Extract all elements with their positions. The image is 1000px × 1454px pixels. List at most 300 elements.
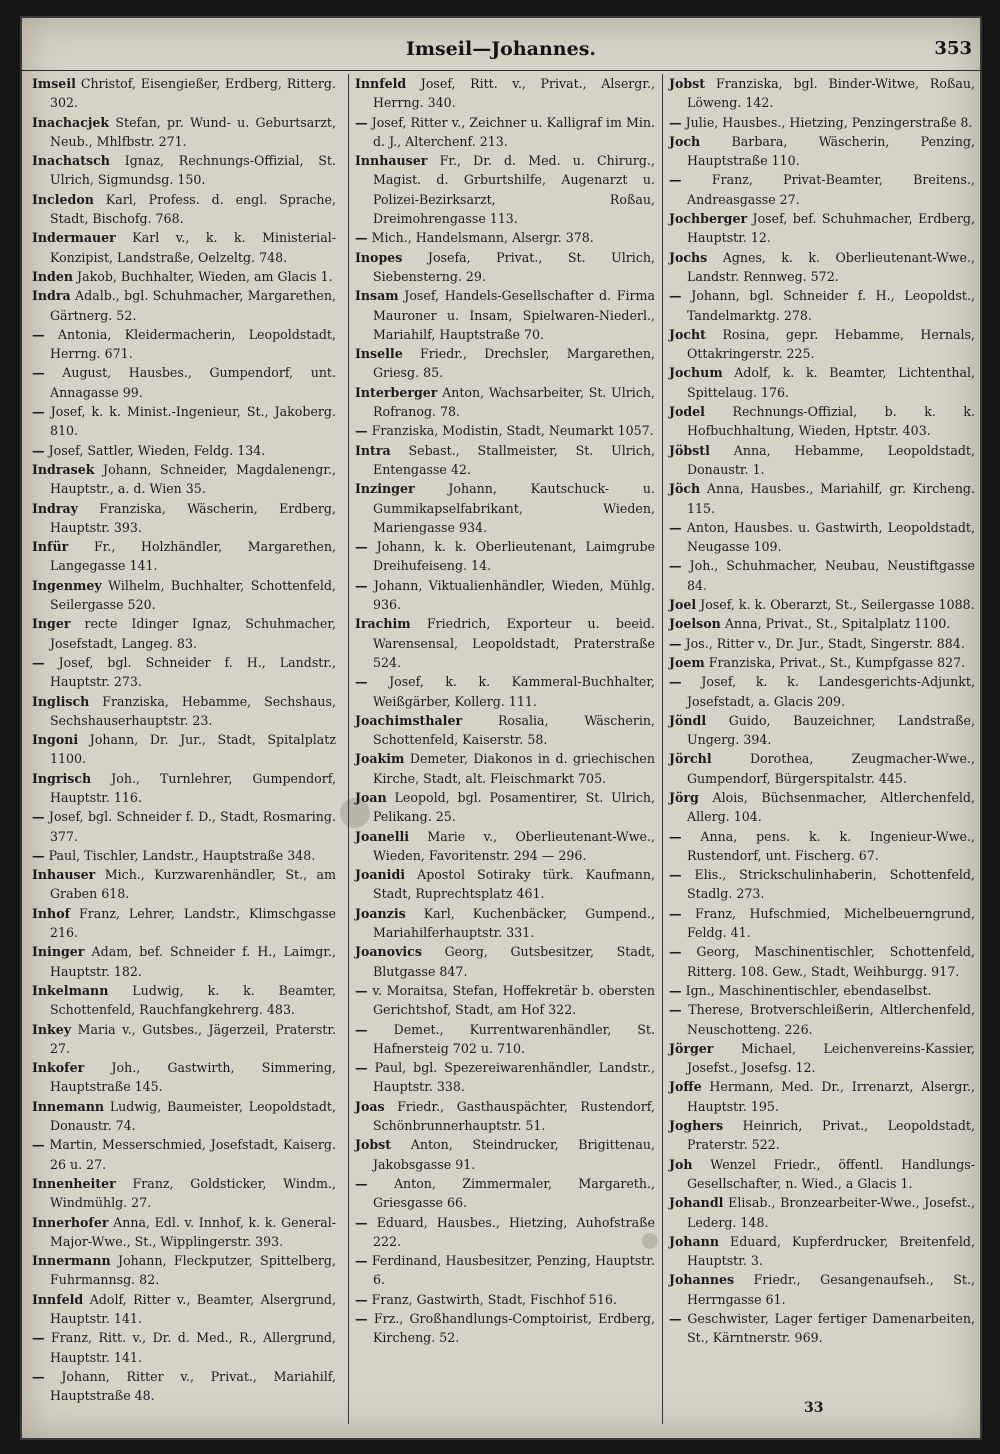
directory-entry <box>32 363 336 402</box>
entry-surname: Joelson <box>669 616 721 632</box>
entry-surname: — <box>669 867 682 883</box>
entry-details: Franziska, Hebamme, Sechshaus, Sechshauserhauptstr. 23. <box>50 693 336 728</box>
entry-details: Georg, Maschinentischler, Schottenfeld, Ritterg. 108. Gew., Stadt, Weihburgg. 917. <box>687 944 975 979</box>
entry-details: Josef, Sattler, Wieden, Feldg. 134. <box>48 442 266 458</box>
entry-details: Franziska, bgl. Binder-Witwe, Roßau, Löweng. 142. <box>687 76 975 111</box>
entry-surname: Inselle <box>355 346 403 362</box>
entry-details: Marie v., Oberlieutenant-Wwe., Wieden, Favoritenstr. 294 — 296. <box>373 828 655 863</box>
entry-details: Stefan, pr. Wund- u. Geburtsarzt, Neub., Mhlfbstr. 271. <box>50 114 336 149</box>
entry-details: Hermann, Med. Dr., Irrenarzt, Alsergr., Hauptstr. 195. <box>687 1079 975 1114</box>
entry-surname: — <box>32 326 45 342</box>
entry-details: Rosina, gepr. Hebamme, Hernals, Ottakringerstr. 225. <box>687 326 975 362</box>
entry-details: Eduard, Hausbes., Hietzing, Auhofstraße 222. <box>373 1214 655 1249</box>
entry-surname: Inzinger <box>355 481 415 497</box>
printer-signature: 33 <box>804 1400 824 1416</box>
entry-details: Wilhelm, Buchhalter, Schottenfeld, Seilergasse 520. <box>50 577 336 613</box>
directory-entry <box>355 228 655 247</box>
entry-surname: — <box>355 1021 368 1037</box>
directory-entry <box>32 981 336 1020</box>
entry-surname: Ininger <box>32 944 85 960</box>
entry-surname: Imseil <box>32 76 76 91</box>
column-3 <box>662 74 975 1424</box>
entry-details: Ign., Maschinentischler, ebendaselbst. <box>685 982 932 998</box>
directory-entry <box>669 1116 975 1155</box>
entry-surname: — <box>355 1175 368 1191</box>
directory-entry <box>32 151 336 190</box>
entry-details: Joh., Turnlehrer, Gumpendorf, Hauptstr. 116. <box>50 770 336 805</box>
entry-details: Anna, Privat., St., Spitalplatz 1100. <box>724 616 951 632</box>
directory-entry <box>669 1309 975 1348</box>
entry-surname: Jörg <box>669 789 699 805</box>
directory-entry <box>32 807 336 846</box>
entry-surname: — <box>355 1311 368 1326</box>
entry-surname: — <box>355 1214 368 1230</box>
entry-surname: — <box>669 558 682 574</box>
entry-surname: Joel <box>669 597 697 613</box>
directory-entry <box>32 865 336 904</box>
entry-details: Heinrich, Privat., Leopoldstadt, Praterstr. 522. <box>687 1118 975 1153</box>
directory-entry <box>355 1020 655 1059</box>
entry-details: Alois, Büchsenmacher, Altlerchenfeld, Allerg. 104. <box>687 789 975 825</box>
directory-entry <box>32 113 336 152</box>
directory-entry <box>32 1213 336 1252</box>
directory-entry <box>355 1213 655 1252</box>
entry-surname: Jöch <box>669 481 701 497</box>
directory-entry <box>32 846 336 865</box>
directory-entry <box>355 1290 655 1309</box>
directory-entry <box>32 325 336 364</box>
entry-surname: — <box>355 539 368 555</box>
entry-surname: Joas <box>355 1098 385 1114</box>
entry-details: Jakob, Buchhalter, Wieden, am Glacis 1. <box>77 268 333 284</box>
entry-details: Ignaz, Rechnungs-Offizial, St. Ulrich, Sigmundsg. 150. <box>50 153 336 188</box>
directory-entry <box>669 865 975 904</box>
entry-details: Joh., Gastwirth, Simmering, Hauptstraße 145. <box>50 1060 336 1095</box>
directory-entry <box>355 904 655 943</box>
entry-surname: — <box>669 905 682 921</box>
entry-surname: Jochberger <box>669 211 748 227</box>
entry-surname: — <box>669 635 682 651</box>
entry-details: Johann, Schneider, Magdalenengr., Hauptstr., a. d. Wien 35. <box>50 461 336 497</box>
entry-surname: Innhauser <box>355 153 428 169</box>
entry-details: Karl, Kuchenbäcker, Gumpend., Mariahilferhauptstr. 331. <box>373 905 655 941</box>
entry-surname: — <box>32 1330 45 1346</box>
entry-details: Anton, Wachsarbeiter, St. Ulrich, Rofranog. 78. <box>373 384 655 420</box>
entry-details: Mich., Handelsmann, Alsergr. 378. <box>371 230 594 246</box>
entry-surname: — <box>32 1368 45 1384</box>
entry-surname: — <box>355 982 368 998</box>
directory-entry <box>355 827 655 866</box>
entry-surname: — <box>669 674 682 690</box>
entry-details: Josef, bgl. Schneider f. D., Stadt, Rosmaring. 377. <box>48 809 336 844</box>
entry-details: Geschwister, Lager fertiger Damenarbeiten, St., Kärntnerstr. 969. <box>687 1311 975 1346</box>
directory-entry <box>669 479 975 518</box>
entry-details: Josef, Ritt. v., Privat., Alsergr., Herrng. 340. <box>373 76 655 111</box>
directory-entry <box>669 1270 975 1309</box>
directory-entry <box>355 537 655 576</box>
directory-entry <box>32 402 336 441</box>
entry-details: Demet., Kurrentwarenhändler, St. Hafnersteig 702 u. 710. <box>373 1021 655 1056</box>
entry-details: Paul, bgl. Spezereiwarenhändler, Landstr., Hauptstr. 338. <box>373 1060 655 1095</box>
entry-surname: — <box>669 519 682 535</box>
entry-details: Elis., Strickschulinhaberin, Schottenfeld, Stadlg. 273. <box>687 867 975 902</box>
directory-entry <box>32 74 336 113</box>
entry-surname: Jochs <box>669 249 708 265</box>
entry-details: Johann, Fleckputzer, Spittelberg, Fuhrmannsg. 82. <box>50 1253 336 1288</box>
directory-entry <box>669 74 975 113</box>
entry-surname: — <box>669 1311 682 1326</box>
entry-surname: Irachim <box>355 616 411 632</box>
entry-details: recte Idinger Ignaz, Schuhmacher, Josefstadt, Langeg. 83. <box>50 616 336 651</box>
entry-surname: Inopes <box>355 249 403 265</box>
directory-entry <box>669 981 975 1000</box>
entry-details: Josef, bgl. Schneider f. H., Landstr., Hauptstr. 273. <box>50 654 336 690</box>
directory-entry <box>355 248 655 287</box>
entry-surname: Indray <box>32 500 78 516</box>
directory-entry <box>669 1039 975 1078</box>
directory-entry <box>669 1193 975 1232</box>
directory-entry <box>355 614 655 672</box>
entry-surname: Jörchl <box>669 751 712 767</box>
entry-surname: Inachacjek <box>32 114 110 130</box>
directory-entry <box>669 711 975 750</box>
directory-entry <box>355 74 655 113</box>
entry-surname: Joanelli <box>355 828 410 844</box>
entry-surname: Jobst <box>669 76 706 91</box>
directory-entry <box>355 286 655 344</box>
directory-entry <box>32 267 336 286</box>
directory-entry <box>355 421 655 440</box>
entry-details: Guido, Bauzeichner, Landstraße, Ungerg. 394. <box>687 712 975 748</box>
directory-entry <box>32 460 336 499</box>
entry-surname: Inhof <box>32 905 71 921</box>
entry-details: Adolf, k. k. Beamter, Lichtenthal, Spittelaug. 176. <box>687 365 975 400</box>
directory-entry <box>355 1135 655 1174</box>
entry-surname: Innenheiter <box>32 1175 116 1191</box>
entry-surname: Insam <box>355 288 399 304</box>
column-2 <box>348 74 655 1424</box>
entry-surname: — <box>32 442 45 458</box>
entry-surname: Inglisch <box>32 693 90 709</box>
entry-details: Josefa, Privat., St. Ulrich, Siebensterng. 29. <box>373 249 655 284</box>
entry-details: Ludwig, k. k. Beamter, Schottenfeld, Rauchfangkehrerg. 483. <box>50 982 336 1018</box>
entry-surname: Innerhofer <box>32 1214 109 1230</box>
directory-entry <box>669 441 975 480</box>
entry-details: Franz, Gastwirth, Stadt, Fischhof 516. <box>371 1291 617 1307</box>
entry-details: Fr., Dr. d. Med. u. Chirurg., Magist. d. Grburtshilfe, Augenarzt u. Polizei-Bezirksarzt, Roßau, Dreimohrengasse 113. <box>373 153 655 227</box>
directory-entry <box>355 151 655 228</box>
directory-entry <box>355 113 655 152</box>
entry-surname: Inkofer <box>32 1060 85 1076</box>
entry-surname: — <box>669 288 682 304</box>
entry-surname: — <box>32 809 45 825</box>
entry-details: Johann, bgl. Schneider f. H., Leopoldst., Tandelmarktg. 278. <box>687 288 975 323</box>
entry-surname: — <box>355 674 368 690</box>
entry-details: Josef, k. k. Landesgerichts-Adjunkt, Josefstadt, a. Glacis 209. <box>687 674 975 709</box>
directory-entry <box>32 769 336 808</box>
directory-entry <box>355 865 655 904</box>
entry-surname: Johannes <box>669 1272 735 1288</box>
entry-surname: Innfeld <box>355 76 407 91</box>
directory-entry <box>669 653 975 672</box>
entry-details: Ludwig, Baumeister, Leopoldstadt, Donaustr. 74. <box>50 1098 336 1134</box>
directory-entry <box>669 363 975 402</box>
entry-details: Frz., Großhandlungs-Comptoirist, Erdberg, Kircheng. 52. <box>373 1311 655 1346</box>
entry-surname: Inkey <box>32 1021 72 1037</box>
directory-entry <box>355 942 655 981</box>
entry-surname: Joan <box>355 789 387 805</box>
entry-details: Mich., Kurzwarenhändler, St., am Graben 618. <box>50 867 336 902</box>
entry-details: Agnes, k. k. Oberlieutenant-Wwe., Landstr. Rennweg. 572. <box>687 249 975 284</box>
entry-details: Adalb., bgl. Schuhmacher, Margarethen, Gärtnerg. 52. <box>50 288 336 323</box>
directory-entry <box>669 1155 975 1194</box>
entry-details: Josef, Handels-Gesellschafter d. Firma Mauroner u. Insam, Spielwaren-Niederl., Mariahilf, Hauptstraße 70. <box>373 288 655 342</box>
entry-details: v. Moraitsa, Stefan, Hoffekretär b. obersten Gerichtshof, Stadt, am Hof 322. <box>372 982 655 1018</box>
entry-surname: Innemann <box>32 1098 105 1114</box>
entry-details: Dorothea, Zeugmacher-Wwe., Gumpendorf, Bürgerspitalstr. 445. <box>687 751 975 786</box>
entry-details: Friedr., Drechsler, Margarethen, Griesg. 85. <box>373 346 655 381</box>
directory-entry <box>32 1020 336 1059</box>
entry-details: Franziska, Privat., St., Kumpfgasse 827. <box>708 654 966 670</box>
entry-surname: Joch <box>669 133 701 149</box>
entry-details: Michael, Leichenvereins-Kassier, Josefst., Josefsg. 12. <box>687 1040 975 1076</box>
entry-details: Josef, Ritter v., Zeichner u. Kalligraf im Min. d. J., Alterchenf. 213. <box>371 114 655 149</box>
column-1 <box>32 74 336 1424</box>
directory-entry <box>32 614 336 653</box>
directory-entry <box>32 286 336 325</box>
entry-details: Apostol Sotiraky türk. Kaufmann, Stadt, Ruprechtsplatz 461. <box>373 867 655 902</box>
entry-details: Eduard, Kupferdrucker, Breitenfeld, Hauptstr. 3. <box>687 1233 975 1269</box>
directory-entry <box>669 286 975 325</box>
entry-details: Anton, Steindrucker, Brigittenau, Jakobsgasse 91. <box>373 1137 655 1172</box>
entry-surname: Joffe <box>669 1079 702 1095</box>
directory-entry <box>669 518 975 557</box>
directory-entry <box>669 1077 975 1116</box>
entry-details: Franz, Ritt. v., Dr. d. Med., R., Allergrund, Hauptstr. 141. <box>50 1330 336 1365</box>
entry-details: Karl v., k. k. Ministerial-Konzipist, Landstraße, Oelzeltg. 748. <box>50 230 336 265</box>
entry-details: Friedrich, Exporteur u. beeid. Warensensal, Leopoldstadt, Praterstraße 524. <box>373 616 655 670</box>
entry-details: August, Hausbes., Gumpendorf, unt. Annagasse 99. <box>50 365 336 400</box>
directory-entry <box>669 1000 975 1039</box>
entry-surname: Joh <box>669 1156 693 1172</box>
entry-surname: Inkelmann <box>32 982 109 998</box>
entry-surname: — <box>669 982 682 998</box>
entry-surname: Interberger <box>355 384 438 400</box>
entry-details: Josef, k. k. Kammeral-Buchhalter, Weißgärber, Kollerg. 111. <box>373 674 655 709</box>
entry-details: Adam, bef. Schneider f. H., Laimgr., Hauptstr. 182. <box>50 944 336 979</box>
entry-surname: — <box>669 114 682 130</box>
directory-entry <box>32 576 336 615</box>
directory-entry <box>32 653 336 692</box>
entry-surname: — <box>355 1291 368 1307</box>
entry-details: Johann, Kautschuck- u. Gummikapselfabrikant, Wieden, Mariengasse 934. <box>373 481 655 535</box>
directory-entry <box>669 209 975 248</box>
entry-details: Anna, Edl. v. Innhof, k. k. General-Major-Wwe., St., Wipplingerstr. 393. <box>50 1214 336 1249</box>
entry-surname: — <box>32 404 45 420</box>
directory-entry <box>32 190 336 229</box>
directory-entry <box>32 692 336 731</box>
entry-surname: — <box>355 1060 368 1076</box>
entry-surname: Indermauer <box>32 230 116 246</box>
directory-entry <box>669 672 975 711</box>
entry-details: Demeter, Diakonos in d. griechischen Kirche, Stadt, alt. Fleischmarkt 705. <box>373 751 655 786</box>
entry-surname: Innfeld <box>32 1291 84 1307</box>
directory-entry <box>669 904 975 943</box>
entry-details: Franz, Lehrer, Landstr., Klimschgasse 216. <box>50 905 336 941</box>
entry-surname: Ingenmey <box>32 577 102 593</box>
entry-details: Friedr., Gesangenaufseh., St., Herrngasse 61. <box>687 1272 975 1307</box>
entry-details: Johann, Dr. Jur., Stadt, Spitalplatz 1100. <box>50 732 336 767</box>
directory-entry <box>669 325 975 364</box>
entry-surname: — <box>355 577 368 593</box>
directory-entry <box>32 1097 336 1136</box>
entry-surname: Inachatsch <box>32 153 110 169</box>
entry-surname: Indrasek <box>32 461 95 477</box>
directory-entry <box>355 672 655 711</box>
entry-surname: — <box>669 828 682 844</box>
entry-details: Rosalia, Wäscherin, Schottenfeld, Kaiserstr. 58. <box>373 712 655 748</box>
directory-entry <box>669 248 975 287</box>
directory-entry <box>355 1251 655 1290</box>
entry-details: Johann, Viktualienhändler, Wieden, Mühlg. 936. <box>373 577 655 613</box>
directory-entry <box>32 1135 336 1174</box>
entry-details: Franz, Hufschmied, Michelbeuerngrund, Feldg. 41. <box>687 905 975 941</box>
directory-entry <box>669 749 975 788</box>
entry-surname: — <box>355 230 368 246</box>
entry-details: Johann, k. k. Oberlieutenant, Laimgrube Dreihufeiseng. 14. <box>373 539 655 574</box>
entry-surname: Joanovics <box>355 944 422 960</box>
entry-surname: — <box>32 1137 45 1153</box>
directory-entry <box>355 711 655 750</box>
directory-entry <box>32 1367 336 1406</box>
entry-details: Rechnungs-Offizial, b. k. k. Hofbuchhaltung, Wieden, Hptstr. 403. <box>687 404 975 439</box>
directory-entry <box>669 132 975 171</box>
entry-surname: Jobst <box>355 1137 392 1153</box>
entry-details: Sebast., Stallmeister, St. Ulrich, Entengasse 42. <box>373 442 655 477</box>
entry-details: Franz, Goldsticker, Windm., Windmühlg. 27. <box>50 1175 336 1211</box>
page-header <box>22 34 980 71</box>
entry-details: Jos., Ritter v., Dr. Jur., Stadt, Singerstr. 884. <box>685 635 965 651</box>
entry-details: Christof, Eisengießer, Erdberg, Ritterg. 302. <box>50 76 336 111</box>
entry-details: Barbara, Wäscherin, Penzing, Hauptstraße 110. <box>687 133 975 169</box>
directory-entry <box>32 1174 336 1213</box>
directory-entry <box>32 228 336 267</box>
entry-surname: — <box>32 847 45 863</box>
entry-details: Martin, Messerschmied, Josefstadt, Kaiserg. 26 u. 27. <box>49 1137 336 1172</box>
directory-entry <box>669 614 975 633</box>
entry-surname: — <box>355 1253 368 1269</box>
entry-surname: Inger <box>32 616 71 632</box>
entry-surname: Jörger <box>669 1040 714 1056</box>
directory-entry <box>669 556 975 595</box>
entry-details: Franziska, Modistin, Stadt, Neumarkt 1057. <box>371 423 654 439</box>
entry-surname: Jöbstl <box>669 442 710 458</box>
entry-details: Georg, Gutsbesitzer, Stadt, Blutgasse 847. <box>373 944 655 979</box>
entry-details: Therese, Brotverschleißerin, Altlerchenfeld, Neuschotteng. 226. <box>687 1002 975 1037</box>
entry-surname: Inhauser <box>32 867 96 883</box>
entry-details: Fr., Holzhändler, Margarethen, Langegasse 141. <box>50 539 336 574</box>
entry-details: Adolf, Ritter v., Beamter, Alsergrund, Hauptstr. 141. <box>50 1291 336 1326</box>
directory-entry <box>669 634 975 653</box>
entry-surname: Jöndl <box>669 712 707 728</box>
directory-entry <box>669 1232 975 1271</box>
entry-surname: Jodel <box>669 404 705 420</box>
entry-surname: Ingrisch <box>32 770 92 786</box>
directory-entry <box>669 402 975 441</box>
entry-details: Franziska, Wäscherin, Erdberg, Hauptstr. 393. <box>50 500 336 535</box>
directory-entry <box>669 788 975 827</box>
directory-entry <box>355 441 655 480</box>
entry-surname: Joem <box>669 654 705 670</box>
entry-surname: — <box>355 114 368 130</box>
entry-details: Paul, Tischler, Landstr., Hauptstraße 348. <box>48 847 316 863</box>
entry-details: Elisab., Bronzearbeiter-Wwe., Josefst., Lederg. 148. <box>687 1195 975 1230</box>
entry-details: Ferdinand, Hausbesitzer, Penzing, Hauptstr. 6. <box>371 1253 655 1288</box>
directory-entry <box>32 1251 336 1290</box>
entry-details: Joh., Schuhmacher, Neubau, Neustiftgasse 84. <box>687 558 975 593</box>
entry-details: Anton, Hausbes. u. Gastwirth, Leopoldstadt, Neugasse 109. <box>686 519 975 555</box>
directory-entry <box>669 827 975 866</box>
entry-details: Karl, Profess. d. engl. Sprache, Stadt, Bischofg. 768. <box>50 191 336 227</box>
entry-surname: — <box>355 423 368 439</box>
entry-details: Maria v., Gutsbes., Jägerzeil, Praterstr. 27. <box>50 1021 336 1056</box>
entry-details: Julie, Hausbes., Hietzing, Penzingerstraße 8. <box>685 114 973 130</box>
directory-entry <box>669 113 975 132</box>
entry-surname: Joghers <box>669 1118 724 1134</box>
entry-surname: Jocht <box>669 326 707 342</box>
entry-surname: — <box>32 365 45 381</box>
entry-surname: Jochum <box>669 365 723 381</box>
directory-entry <box>355 383 655 422</box>
running-title: Imseil—Johannes. <box>405 38 597 60</box>
directory-entry <box>669 170 975 209</box>
entry-surname: Innermann <box>32 1253 111 1269</box>
page-number: 353 <box>934 38 972 59</box>
directory-entry <box>355 576 655 615</box>
directory-entry <box>355 749 655 788</box>
directory-entry <box>355 479 655 537</box>
directory-entry <box>355 1058 655 1097</box>
entry-surname: Joanidi <box>355 867 406 883</box>
entry-details: Josef, bef. Schuhmacher, Erdberg, Hauptstr. 12. <box>687 211 975 246</box>
entry-details: Josef, k. k. Minist.-Ingenieur, St., Jakoberg. 810. <box>50 404 336 439</box>
entry-surname: Intra <box>355 442 391 458</box>
entry-details: Anton, Zimmermaler, Margareth., Griesgasse 66. <box>373 1175 655 1211</box>
entry-surname: Johann <box>669 1233 719 1249</box>
directory-page <box>22 18 980 1438</box>
entry-surname: — <box>32 654 45 670</box>
directory-entry <box>355 1309 655 1348</box>
entry-surname: — <box>669 944 682 960</box>
entry-details: Leopold, bgl. Posamentirer, St. Ulrich, Pelikang. 25. <box>373 789 655 825</box>
directory-entry <box>32 1058 336 1097</box>
entry-surname: Joachimsthaler <box>355 712 463 728</box>
directory-entry <box>32 441 336 460</box>
entry-surname: Incledon <box>32 191 94 207</box>
entry-details: Wenzel Friedr., öffentl. Handlungs-Gesellschafter, n. Wied., a Glacis 1. <box>687 1156 975 1191</box>
directory-entry <box>32 904 336 943</box>
entry-surname: Joakim <box>355 751 405 767</box>
entry-details: Anna, Hebamme, Leopoldstadt, Donaustr. 1. <box>687 442 975 477</box>
entry-details: Johann, Ritter v., Privat., Mariahilf, Hauptstraße 48. <box>50 1368 336 1404</box>
directory-entry <box>355 1174 655 1213</box>
directory-entry <box>32 730 336 769</box>
directory-entry <box>32 499 336 538</box>
entry-surname: Infür <box>32 539 69 555</box>
directory-entry <box>355 1097 655 1136</box>
directory-entry <box>355 981 655 1020</box>
directory-entry <box>669 942 975 981</box>
